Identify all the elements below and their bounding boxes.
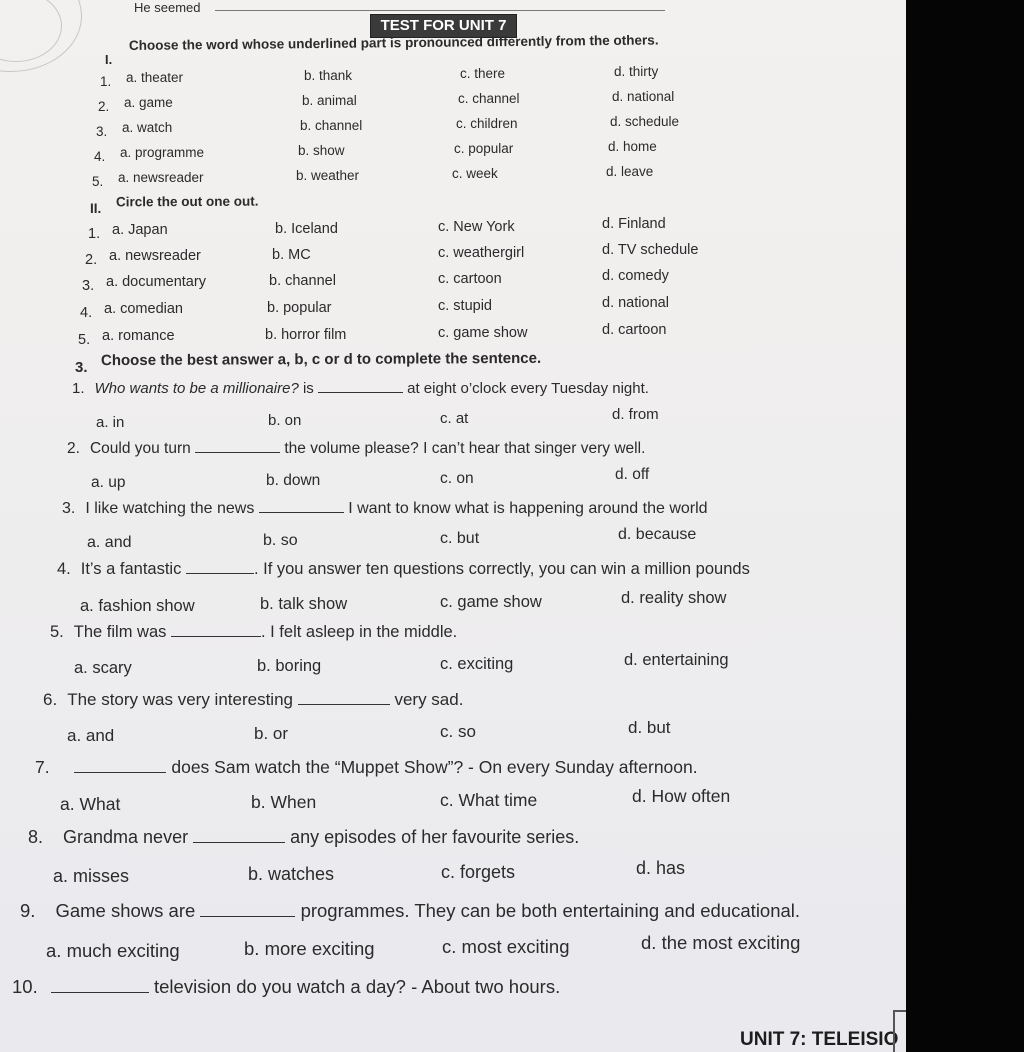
option-a: a. programme	[120, 145, 205, 160]
item-number: 2.	[98, 99, 110, 114]
answer-option-d: d. reality show	[621, 589, 727, 607]
question-text-after-blank: the volume please? I can’t hear that singer very well.	[284, 440, 646, 457]
question-text-after-blank: at eight o’clock every Tuesday night.	[407, 380, 649, 397]
answer-option-a: a. misses	[53, 866, 130, 886]
question-text-before-blank: Grandma never	[63, 827, 189, 847]
answer-option-b: b. boring	[257, 657, 322, 675]
question-1	[72, 380, 649, 397]
answer-option-c: c. exciting	[440, 655, 514, 673]
answer-blank[interactable]	[318, 391, 403, 393]
option-d: d. comedy	[602, 268, 669, 284]
option-a: a. comedian	[104, 301, 183, 317]
answer-option-a: a. and	[87, 534, 132, 551]
section-1-heading: Choose the word whose underlined part is pronounced differently from the others.	[128, 32, 659, 53]
option-d: d. leave	[606, 164, 654, 179]
option-d: d. Finland	[602, 216, 666, 232]
question-number: 4.	[57, 560, 71, 578]
item-number: 5.	[78, 332, 91, 348]
question-text-before-blank: I like watching the news	[85, 500, 255, 517]
option-b: b. show	[298, 143, 345, 158]
question-number: 3.	[62, 500, 76, 517]
option-a: a. documentary	[106, 274, 206, 290]
item-number: 3.	[82, 278, 95, 294]
option-a: a. newsreader	[109, 248, 201, 264]
answer-option-a: a. much exciting	[46, 940, 180, 961]
answer-option-c: c. forgets	[441, 862, 516, 882]
option-c: c. weathergirl	[438, 245, 525, 261]
answer-option-b: b. so	[263, 532, 298, 549]
item-number: 4.	[80, 305, 93, 321]
answer-option-d: d. because	[618, 526, 697, 543]
option-b: b. weather	[296, 168, 360, 183]
answer-blank[interactable]	[195, 451, 280, 453]
answer-option-c: c. most exciting	[442, 936, 570, 957]
option-b: b. channel	[300, 118, 363, 133]
option-d: d. national	[602, 295, 669, 311]
option-c: c. game show	[438, 325, 528, 341]
option-a: a. theater	[126, 70, 184, 85]
option-b: b. MC	[272, 247, 311, 263]
answer-blank[interactable]	[186, 572, 254, 574]
question-text-after-blank: very sad.	[394, 690, 464, 709]
option-b: b. horror film	[265, 327, 347, 343]
answer-option-d: d. off	[615, 466, 650, 483]
section-1-number: I.	[104, 51, 113, 68]
question-text-after-blank: . I felt asleep in the middle.	[260, 623, 458, 641]
question-9	[20, 900, 800, 922]
answer-line	[215, 10, 665, 11]
question-4	[57, 560, 750, 579]
question-text-before-blank: The story was very interesting	[67, 690, 293, 709]
answer-option-d: d. but	[628, 718, 671, 737]
option-c: c. New York	[438, 219, 515, 235]
option-a: a. romance	[102, 328, 175, 344]
option-a: a. game	[124, 95, 173, 110]
answer-option-b: b. down	[266, 472, 321, 489]
question-text-before-blank: The film was	[73, 623, 167, 641]
item-number: 4.	[94, 149, 106, 164]
question-5	[50, 623, 457, 642]
answer-option-c: c. game show	[440, 593, 542, 611]
answer-option-b: b. or	[254, 724, 289, 743]
question-10	[12, 976, 560, 998]
option-a: a. newsreader	[118, 170, 204, 185]
option-c: c. week	[452, 166, 498, 181]
question-number: 1.	[72, 380, 85, 397]
answer-option-b: b. on	[268, 412, 302, 429]
question-text-before-blank: It’s a fantastic	[80, 560, 182, 578]
option-c: c. popular	[454, 141, 514, 156]
previous-page-text: He seemed	[134, 0, 201, 15]
answer-blank[interactable]	[74, 771, 166, 773]
question-7	[35, 757, 698, 778]
item-number: 1.	[88, 226, 101, 242]
answer-option-a: a. and	[67, 726, 115, 745]
answer-option-d: d. the most exciting	[641, 932, 801, 953]
question-6	[43, 690, 463, 710]
question-8	[28, 827, 579, 848]
option-b: b. popular	[267, 300, 332, 316]
question-text-after-blank: does Sam watch the “Muppet Show”? - On every Sunday afternoon.	[171, 757, 698, 777]
answer-option-d: d. has	[636, 858, 686, 878]
option-a: a. Japan	[112, 222, 168, 238]
option-c: c. cartoon	[438, 271, 502, 287]
question-number: 2.	[67, 440, 80, 457]
item-number: 5.	[92, 174, 104, 189]
option-d: d. home	[608, 139, 657, 154]
section-3-heading: Choose the best answer a, b, c or d to complete the sentence.	[100, 349, 542, 370]
option-b: b. thank	[304, 68, 353, 83]
answer-blank[interactable]	[193, 841, 285, 843]
question-text-before-blank: Game shows are	[55, 900, 196, 921]
answer-option-b: b. watches	[248, 864, 335, 884]
answer-option-a: a. up	[91, 474, 126, 491]
question-text-after-blank: I want to know what is happening around the world	[348, 500, 708, 517]
answer-blank[interactable]	[259, 511, 344, 513]
option-d: d. national	[612, 89, 675, 104]
option-d: d. thirty	[614, 64, 659, 79]
section-2-heading: Circle the out one out.	[115, 193, 259, 210]
answer-option-c: c. on	[440, 470, 474, 487]
test-title: TEST FOR UNIT 7	[370, 14, 517, 38]
option-d: d. schedule	[610, 114, 680, 129]
question-number: 8.	[28, 827, 44, 847]
answer-option-a: a. scary	[74, 659, 132, 677]
answer-option-b: b. more exciting	[244, 938, 375, 959]
unit-footer-label: UNIT 7: TELEISIO	[740, 1029, 899, 1050]
question-number: 10.	[12, 976, 38, 997]
question-number: 7.	[35, 757, 50, 777]
question-text-after-blank: television do you watch a day? - About two hours.	[154, 976, 561, 997]
question-number: 5.	[50, 623, 64, 641]
answer-option-a: a. in	[96, 414, 125, 431]
option-c: c. there	[460, 66, 506, 81]
section-3-number: 3.	[75, 359, 88, 376]
answer-blank[interactable]	[171, 635, 261, 637]
question-text-after-blank: any episodes of her favourite series.	[290, 827, 580, 847]
question-text-before-blank: Could you turn	[89, 440, 191, 457]
answer-option-d: d. from	[612, 406, 659, 423]
option-d: d. cartoon	[602, 322, 667, 338]
section-2-number: II.	[90, 201, 102, 216]
question-number: 9.	[20, 900, 36, 921]
option-a: a. watch	[122, 120, 173, 135]
answer-option-d: d. How often	[632, 786, 731, 806]
option-b: b. animal	[302, 93, 357, 108]
question-text-after-blank: programmes. They can be both entertaining and educational.	[300, 900, 801, 921]
answer-option-d: d. entertaining	[624, 651, 729, 669]
answer-option-a: a. What	[60, 794, 121, 814]
answer-option-c: c. so	[440, 722, 476, 741]
answer-option-b: b. talk show	[260, 595, 348, 613]
answer-option-c: c. What time	[440, 790, 538, 810]
option-b: b. Iceland	[275, 221, 338, 237]
answer-option-a: a. fashion show	[80, 597, 195, 615]
option-d: d. TV schedule	[602, 242, 699, 258]
item-number: 1.	[100, 74, 112, 89]
option-b: b. channel	[269, 273, 336, 289]
option-c: c. stupid	[438, 298, 492, 314]
option-c: c. children	[456, 116, 518, 131]
background-edge	[906, 0, 1024, 1052]
answer-blank[interactable]	[200, 915, 295, 917]
question-text-after-blank: . If you answer ten questions correctly, you can win a million pounds	[253, 560, 750, 578]
answer-blank[interactable]	[298, 703, 390, 705]
item-number: 2.	[85, 252, 98, 268]
question-text-before-blank: Who wants to be a millionaire?	[94, 380, 299, 397]
footer-box	[893, 1010, 906, 1052]
question-2	[67, 440, 645, 458]
question-3	[62, 500, 708, 518]
item-number: 3.	[96, 124, 108, 139]
answer-option-c: c. but	[440, 530, 480, 547]
answer-option-b: b. When	[251, 792, 317, 812]
answer-option-c: c. at	[440, 410, 469, 427]
question-number: 6.	[43, 690, 58, 709]
answer-blank[interactable]	[51, 991, 149, 993]
question-text-mid: is	[298, 380, 314, 397]
option-c: c. channel	[458, 91, 520, 106]
